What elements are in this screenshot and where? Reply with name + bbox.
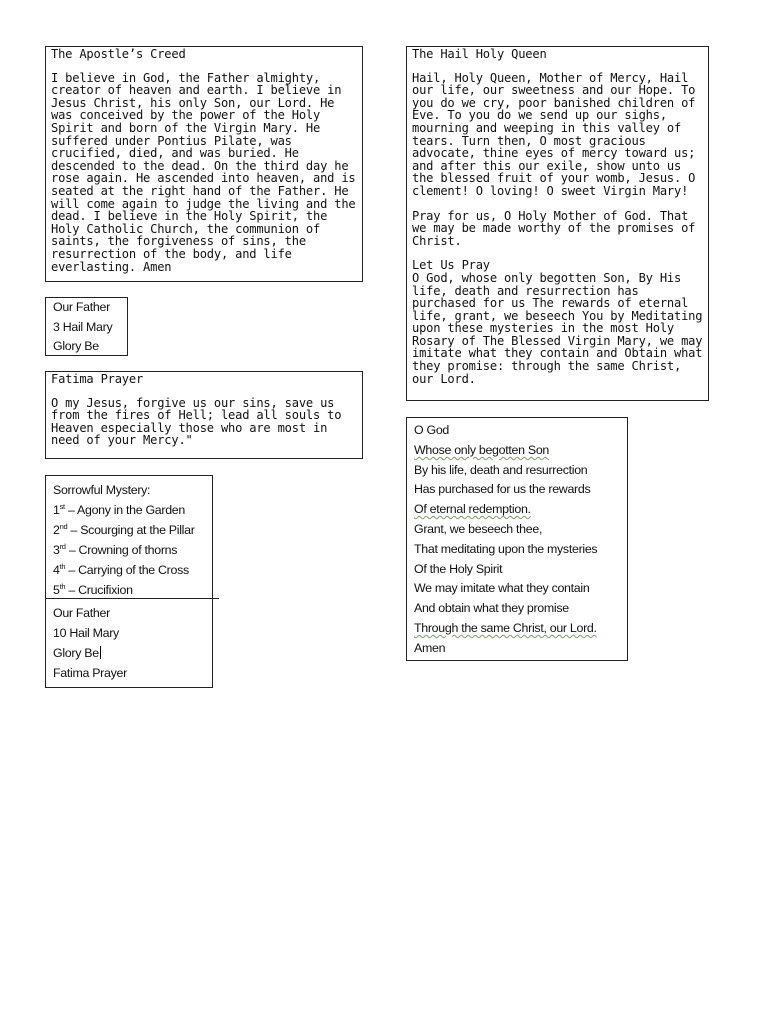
apostles-creed-box (45, 46, 363, 282)
o-god-prayer-box (406, 417, 628, 661)
list-item: 3 Hail Mary (53, 319, 113, 334)
pray-for-us-text: Pray for us, O Holy Mother of God. That we may be made worthy of the promises of Christ. (412, 208, 696, 248)
sorrowful-mystery-title: Sorrowful Mystery: (53, 483, 151, 497)
list-item: Our Father (53, 606, 110, 620)
list-item: Our Father (53, 300, 110, 314)
divider-line (45, 598, 219, 599)
apostles-creed-text: I believe in God, the Father almighty, creator of heaven and earth. I believe in Jesus Christ, his only Son, our Lord. He was conceived by the power of the Holy Spirit and born of the Virgin Mary. He suffered under Pontius Pilate, was crucified, died, and was buried. He descended to the dead. On the third day he rose again. He ascended into heaven, and is seated at the right hand of the Father. He will come again to judge the living and the dead. I believe in the Holy Spirit, the Holy Catholic Church, the communion of saints, the forgiveness of sins, the resurrection of the body, and life everlasting. Amen (51, 70, 356, 274)
list-item: Glory Be (53, 646, 99, 660)
prayer-line: Of the Holy Spirit (414, 561, 503, 576)
prayer-line: That meditating upon the mysteries (414, 541, 598, 556)
prayer-line: By his life, death and resurrection (414, 462, 588, 477)
fatima-prayer-text: O my Jesus, forgive us our sins, save us from the fires of Hell; lead all souls to Heaven especially those who are most in need of your Mercy." (51, 395, 342, 448)
prayer-line: Amen (414, 640, 446, 655)
let-us-pray-heading: Let Us Pray (412, 258, 490, 273)
mystery-item: 2nd – Scourging at the Pillar (53, 521, 195, 537)
sorrowful-mystery-box (45, 475, 213, 688)
let-us-pray-text: O God, whose only begotten Son, By His life, death and resurrection has purchased for us The rewards of eternal life, grant, we beseech You by Meditating upon these mysteries in the most Holy Rosary of The Blessed Virgin Mary, we may imitate what they contain and Obtain what they promise: through the same Christ, our Lord. (412, 270, 703, 386)
fatima-prayer-title: Fatima Prayer (51, 372, 144, 386)
mystery-item: 3rd – Crowning of thorns (53, 541, 178, 557)
apostles-creed-title: The Apostle’s Creed (51, 47, 186, 61)
hail-holy-queen-box (406, 46, 709, 401)
mystery-item: 5th – Crucifixion (53, 581, 133, 597)
prayer-line: Through the same Christ, our Lord. (414, 620, 597, 635)
prayer-line: Has purchased for us the rewards (414, 482, 591, 497)
prayer-line: We may imitate what they contain (414, 581, 590, 596)
prayer-line: O God (414, 423, 450, 437)
prayer-line: Of eternal redemption. (414, 502, 531, 517)
mystery-item: 1st – Agony in the Garden (53, 501, 185, 517)
prayer-line: Grant, we beseech thee, (414, 521, 543, 536)
mystery-item: 4th – Carrying of the Cross (53, 561, 189, 577)
list-item: Fatima Prayer (53, 666, 127, 680)
prayer-line: And obtain what they promise (414, 601, 569, 616)
hail-holy-queen-text: Hail, Holy Queen, Mother of Mercy, Hail our life, our sweetness and our Hope. To you do we cry, poor banished children of Eve. To you do we send up our sighs, mourning and weeping in this valley of tears. Turn then, O most gracious advocate, thine eyes of mercy toward us; and after this our exile, show unto us the blessed fruit of your womb, Jesus. O clement! O loving! O sweet Virgin Mary! (412, 70, 696, 198)
hail-holy-queen-title: The Hail Holy Queen (412, 47, 547, 61)
fatima-prayer-box (45, 371, 363, 459)
text-cursor (100, 646, 101, 659)
prayer-line: Whose only begotten Son (414, 442, 549, 457)
intro-prayers-box (45, 297, 128, 356)
list-item: Glory Be (53, 339, 99, 353)
list-item: 10 Hail Mary (53, 626, 119, 640)
